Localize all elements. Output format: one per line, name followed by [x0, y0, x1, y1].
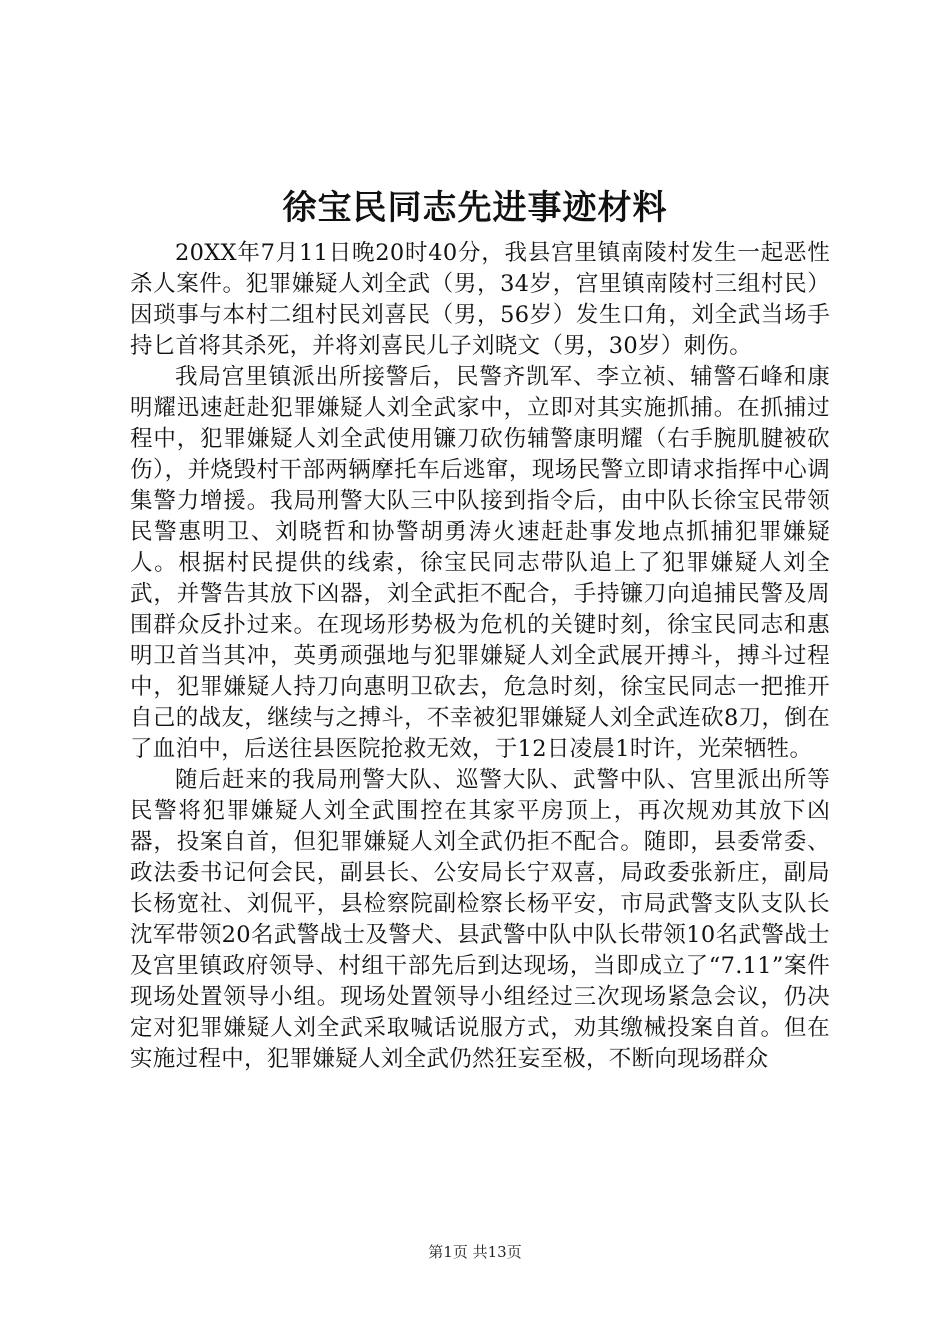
paragraph-2: 我局宫里镇派出所接警后，民警齐凯军、李立祯、辅警石峰和康明耀迅速赶赴犯罪嫌疑人刘全武家中，立即对其实施抓捕。在抓捕过程中，犯罪嫌疑人刘全武使用镰刀砍伤辅警康明耀（右手腕肌腱被砍伤），并烧毁村干部两辆摩托车后逃窜，现场民警立即请求指挥中心调集警力增援。我局刑警大队三中队接到指令后，由中队长徐宝民带领民警惠明卫、刘晓哲和协警胡勇涛火速赶赴事发地点抓捕犯罪嫌疑人。根据村民提供的线索，徐宝民同志带队追上了犯罪嫌疑人刘全武，并警告其放下凶器，刘全武拒不配合，手持镰刀向追捕民警及周围群众反扑过来。在现场形势极为危机的关键时刻，徐宝民同志和惠明卫首当其冲，英勇顽强地与犯罪嫌疑人刘全武展开搏斗，搏斗过程中，犯罪嫌疑人持刀向惠明卫砍去，危急时刻，徐宝民同志一把推开自己的战友，继续与之搏斗，不幸被犯罪嫌疑人刘全武连砍8刀，倒在了血泊中，后送往县医院抢救无效，于12日凌晨1时许，光荣牺牲。 — [130, 364, 830, 762]
document-title: 徐宝民同志先进事迹材料 — [282, 188, 668, 228]
document-body — [130, 238, 830, 1075]
paragraph-1: 20XX年7月11日晚20时40分，我县宫里镇南陵村发生一起恶性杀人案件。犯罪嫌疑人刘全武（男，34岁，宫里镇南陵村三组村民）因琐事与本村二组村民刘喜民（男，56岁）发生口角，刘全武当场手持匕首将其杀死，并将刘喜民儿子刘晓文（男，30岁）刺伤。 — [130, 240, 830, 359]
page-number-footer: 第1页 共13页 — [428, 1243, 522, 1261]
paragraph-3: 随后赶来的我局刑警大队、巡警大队、武警中队、宫里派出所等民警将犯罪嫌疑人刘全武围控在其家平房顶上，再次规劝其放下凶器，投案自首，但犯罪嫌疑人刘全武仍拒不配合。随即，县委常委、政法委书记何会民，副县长、公安局长宁双喜，局政委张新庄，副局长杨宽社、刘侃平，县检察院副检察长杨平安，市局武警支队支队长沈军带领20名武警战士及警犬、县武警中队中队长带领10名武警战士及宫里镇政府领导、村组干部先后到达现场，当即成立了“7.11”案件现场处置领导小组。现场处置领导小组经过三次现场紧急会议，仍决定对犯罪嫌疑人刘全武采取喊话说服方式，劝其缴械投案自首。但在实施过程中，犯罪嫌疑人刘全武仍然狂妄至极，不断向现场群众 — [130, 767, 830, 1072]
